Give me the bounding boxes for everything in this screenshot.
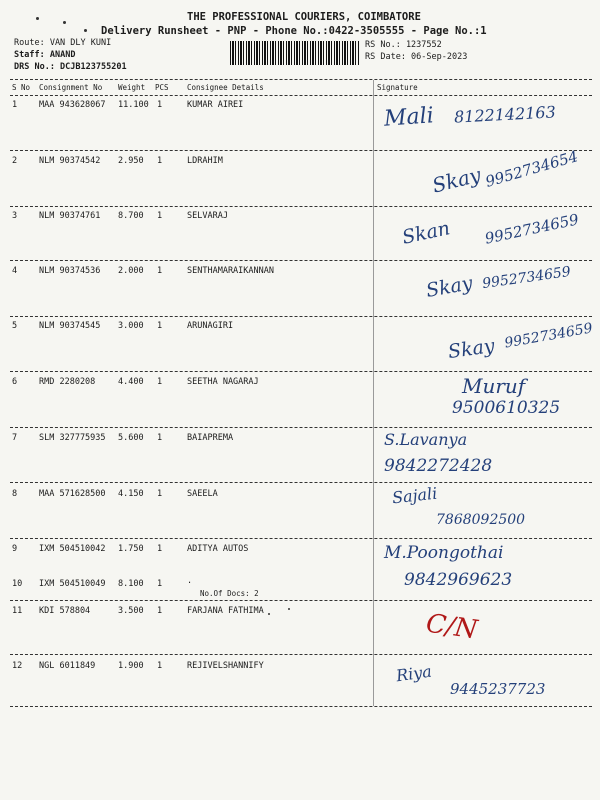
row-divider bbox=[10, 654, 592, 655]
row-weight: 4.400 bbox=[118, 377, 144, 387]
row-divider bbox=[10, 538, 592, 539]
row-consignee: . bbox=[187, 576, 193, 586]
signature-phone: 7868092500 bbox=[436, 512, 526, 528]
signature: Sajali bbox=[391, 483, 439, 508]
rs-date: RS Date: 06-Sep-2023 bbox=[365, 52, 468, 62]
row-consignment: KDI 578804 bbox=[39, 606, 91, 616]
header-top-rule bbox=[10, 79, 592, 80]
signature: Mali bbox=[383, 103, 435, 132]
signature: C/N bbox=[424, 608, 480, 646]
row-divider bbox=[10, 371, 592, 372]
signature-phone: 9842272428 bbox=[384, 456, 493, 476]
col-header-pcs: PCS bbox=[155, 83, 169, 92]
row-consignee: LDRAHIM bbox=[187, 156, 223, 166]
signature-phone: 9952734659 bbox=[503, 320, 594, 352]
row-consignment: NLM 90374545 bbox=[39, 321, 101, 331]
row-consignment: NGL 6011849 bbox=[39, 661, 96, 671]
row-pcs: 1 bbox=[157, 606, 163, 616]
row-divider bbox=[10, 427, 592, 428]
row-weight: 4.150 bbox=[118, 489, 144, 499]
row-consignment: MAA 943628067 bbox=[39, 100, 106, 110]
row-weight: 5.600 bbox=[118, 433, 144, 443]
signature-column-line bbox=[373, 80, 374, 706]
row-divider bbox=[10, 706, 592, 707]
signature-phone: 9952734659 bbox=[481, 263, 572, 293]
row-pcs: 1 bbox=[157, 579, 163, 589]
row-consignee: ARUNAGIRI bbox=[187, 321, 234, 331]
runsheet-subtitle: Delivery Runsheet - PNP - Phone No.:0422-3505555 - Page No.:1 bbox=[101, 25, 487, 37]
company-title: THE PROFESSIONAL COURIERS, COIMBATORE bbox=[187, 11, 421, 23]
staff-line bbox=[14, 50, 75, 60]
scan-speck bbox=[288, 608, 290, 610]
row-sno: 7 bbox=[12, 433, 18, 443]
row-pcs: 1 bbox=[157, 156, 163, 166]
drs-number: DRS No.: DCJB123755201 bbox=[14, 62, 127, 72]
signature: Skay bbox=[429, 162, 484, 198]
barcode-image bbox=[230, 41, 360, 65]
row-consignee: SAEELA bbox=[187, 489, 218, 499]
row-sno: 8 bbox=[12, 489, 18, 499]
scan-speck bbox=[63, 21, 66, 24]
row-consignee: ADITYA AUTOS bbox=[187, 544, 249, 554]
row-pcs: 1 bbox=[157, 321, 163, 331]
row-consignee: FARJANA FATHIMA bbox=[187, 606, 264, 616]
row-weight: 8.700 bbox=[118, 211, 144, 221]
row-sno: 12 bbox=[12, 661, 23, 671]
row-consignment: NLM 90374761 bbox=[39, 211, 101, 221]
scan-speck bbox=[84, 29, 87, 32]
signature: Skay bbox=[424, 272, 475, 302]
col-header-consignment: Consignment No bbox=[39, 83, 103, 92]
row-pcs: 1 bbox=[157, 433, 163, 443]
row-divider bbox=[10, 600, 592, 601]
row-pcs: 1 bbox=[157, 489, 163, 499]
row-sno: 10 bbox=[12, 579, 23, 589]
row-sno: 4 bbox=[12, 266, 18, 276]
scan-speck bbox=[268, 613, 270, 615]
row-consignee: SELVARAJ bbox=[187, 211, 228, 221]
signature: Skay bbox=[446, 334, 496, 364]
signature-phone: 8122142163 bbox=[453, 102, 557, 127]
staff-label: Staff: bbox=[14, 50, 45, 60]
staff-name: ANAND bbox=[49, 50, 76, 60]
row-divider bbox=[10, 260, 592, 261]
row-consignee: BAIAPREMA bbox=[187, 433, 234, 443]
row-divider bbox=[10, 316, 592, 317]
signature-phone: 9952734659 bbox=[483, 210, 581, 248]
signature: S.Lavanya bbox=[384, 430, 468, 449]
row-sno: 6 bbox=[12, 377, 18, 387]
header-bottom-rule bbox=[10, 95, 592, 96]
row-consignee: SENTHAMARAIKANNAN bbox=[187, 266, 274, 276]
row-weight: 8.100 bbox=[118, 579, 144, 589]
row-weight: 3.500 bbox=[118, 606, 144, 616]
scan-speck bbox=[36, 17, 39, 20]
signature-phone: 9445237723 bbox=[450, 680, 546, 698]
signature: Riya bbox=[394, 661, 433, 686]
col-header-signature: Signature bbox=[377, 83, 418, 92]
row-consignee: KUMAR AIREI bbox=[187, 100, 244, 110]
row-sno: 9 bbox=[12, 544, 18, 554]
row-sno: 2 bbox=[12, 156, 18, 166]
row-weight: 3.000 bbox=[118, 321, 144, 331]
row-pcs: 1 bbox=[157, 377, 163, 387]
row-docs-count: No.Of Docs: 2 bbox=[200, 589, 259, 598]
row-weight: 11.100 bbox=[118, 100, 149, 110]
row-sno: 5 bbox=[12, 321, 18, 331]
signature-phone: 9952734654 bbox=[483, 147, 581, 191]
row-consignee: REJIVELSHANNIFY bbox=[187, 661, 264, 671]
signature-phone: 9842969623 bbox=[404, 570, 513, 590]
row-consignment: RMD 2280208 bbox=[39, 377, 96, 387]
signature: Muruf bbox=[462, 374, 526, 398]
row-pcs: 1 bbox=[157, 100, 163, 110]
row-sno: 3 bbox=[12, 211, 18, 221]
row-weight: 2.000 bbox=[118, 266, 144, 276]
signature: Skan bbox=[400, 217, 452, 249]
row-pcs: 1 bbox=[157, 661, 163, 671]
row-consignment: IXM 504510042 bbox=[39, 544, 106, 554]
row-sno: 1 bbox=[12, 100, 18, 110]
col-header-weight: Weight bbox=[118, 83, 146, 92]
row-pcs: 1 bbox=[157, 211, 163, 221]
row-pcs: 1 bbox=[157, 544, 163, 554]
row-weight: 1.900 bbox=[118, 661, 144, 671]
signature: M.Poongothai bbox=[384, 543, 504, 563]
row-divider bbox=[10, 206, 592, 207]
row-weight: 1.750 bbox=[118, 544, 144, 554]
row-consignment: SLM 327775935 bbox=[39, 433, 106, 443]
row-consignment: IXM 504510049 bbox=[39, 579, 106, 589]
col-header-sno: S No bbox=[12, 83, 31, 92]
row-consignment: NLM 90374536 bbox=[39, 266, 101, 276]
row-divider bbox=[10, 150, 592, 151]
row-pcs: 1 bbox=[157, 266, 163, 276]
row-consignment: NLM 90374542 bbox=[39, 156, 101, 166]
row-sno: 11 bbox=[12, 606, 23, 616]
row-consignee: SEETHA NAGARAJ bbox=[187, 377, 259, 387]
route-label: Route: VAN DLY KUNI bbox=[14, 38, 112, 48]
col-header-consignee: Consignee Details bbox=[187, 83, 264, 92]
row-consignment: MAA 571628500 bbox=[39, 489, 106, 499]
signature-phone: 9500610325 bbox=[452, 398, 561, 418]
row-weight: 2.950 bbox=[118, 156, 144, 166]
row-divider bbox=[10, 482, 592, 483]
rs-number: RS No.: 1237552 bbox=[365, 40, 442, 50]
